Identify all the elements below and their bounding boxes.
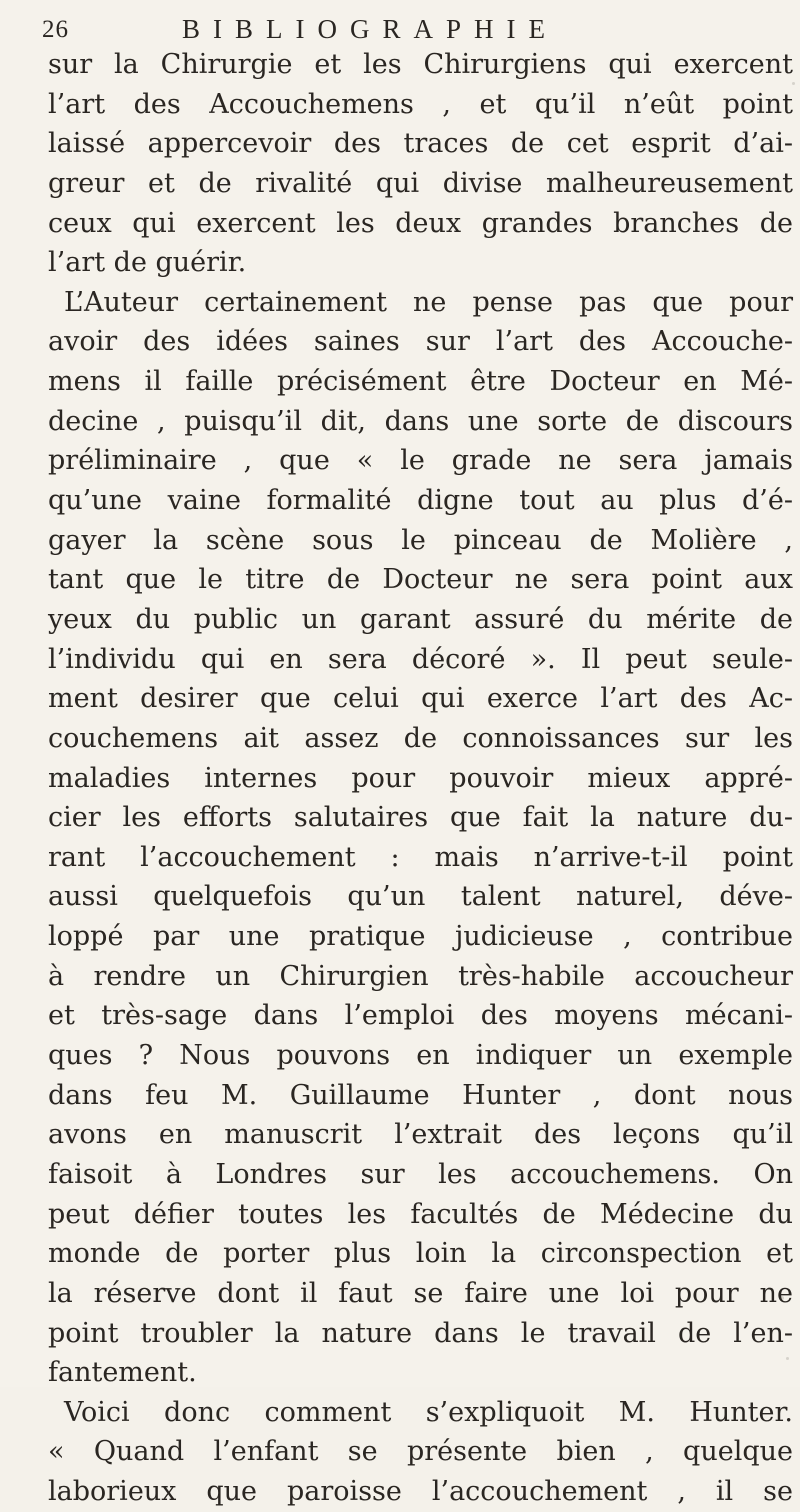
text-line: l’art des Accouchemens , et qu’il n’eût point — [48, 88, 793, 120]
text-line: laissé appercevoir des traces de cet esprit d’ai- — [48, 128, 793, 160]
text-line: maladies internes pour pouvoir mieux appré- — [48, 762, 793, 794]
text-line: dans feu M. Guillaume Hunter , dont nous — [48, 1079, 793, 1111]
text-line: à rendre un Chirurgien très-habile accoucheur — [48, 960, 793, 992]
text-line: qu’une vaine formalité digne tout au plus d’é- — [48, 485, 793, 517]
text-line: la réserve dont il faut se faire une loi pour ne — [48, 1277, 793, 1309]
paper-speck — [780, 1296, 784, 1300]
text-line: point troubler la nature dans le travail de l’en- — [48, 1317, 793, 1349]
text-line: laborieux que paroisse l’accouchement , il se — [48, 1476, 793, 1508]
text-line: decine , puisqu’il dit, dans une sorte de discours — [48, 405, 793, 437]
text-line: fantement. — [48, 1357, 197, 1389]
text-line: greur et de rivalité qui divise malheureusement — [48, 167, 793, 199]
text-line: faisoit à Londres sur les accouchemens. On — [48, 1158, 793, 1190]
text-line: « Quand l’enfant se présente bien , quelque — [48, 1436, 793, 1468]
text-line: loppé par une pratique judicieuse , contribue — [48, 921, 793, 953]
text-line: ment desirer que celui qui exerce l’art des Ac- — [48, 683, 793, 715]
text-line: cier les efforts salutaires que fait la nature du- — [48, 802, 793, 834]
text-line: ceux qui exercent les deux grandes branches de — [48, 207, 793, 239]
text-line: aussi quelquefois qu’un talent naturel, déve- — [48, 881, 793, 913]
text-line: peut défier toutes les facultés de Médecine du — [48, 1198, 793, 1230]
text-line: monde de porter plus loin la circonspection et — [48, 1238, 793, 1270]
text-line: couchemens ait assez de connoissances sur les — [48, 722, 793, 754]
body-text — [48, 45, 793, 1512]
text-line: L’Auteur certainement ne pense pas que pour — [64, 286, 793, 318]
text-line: avons en manuscrit l’extrait des leçons qu’il — [48, 1119, 793, 1151]
paper-speck — [792, 82, 795, 85]
text-line: gayer la scène sous le pinceau de Molière , — [48, 524, 793, 556]
text-line: et très-sage dans l’emploi des moyens mécani- — [48, 1000, 793, 1032]
text-line: tant que le titre de Docteur ne sera point aux — [48, 564, 793, 596]
text-line: mens il faille précisément être Docteur en Mé- — [48, 366, 793, 398]
running-head: BIBLIOGRAPHIE — [182, 14, 558, 44]
text-line: Voici donc comment s’expliquoit M. Hunter. — [64, 1396, 793, 1428]
text-line: rant l’accouchement : mais n’arrive-t-il point — [48, 841, 793, 873]
text-line: sur la Chirurgie et les Chirurgiens qui exercent — [48, 49, 793, 80]
text-line: avoir des idées saines sur l’art des Accouche- — [48, 326, 793, 358]
text-line: ques ? Nous pouvons en indiquer un exemple — [48, 1040, 793, 1072]
text-line: yeux du public un garant assuré du mérite de — [48, 603, 793, 635]
text-line: l’art de guérir. — [48, 247, 247, 279]
page-number: 26 — [42, 16, 69, 43]
paper-speck — [786, 1357, 789, 1360]
text-line: l’individu qui en sera décoré ». Il peut seule- — [48, 643, 793, 675]
page-header — [42, 14, 772, 48]
text-line: préliminaire , que « le grade ne sera jamais — [48, 445, 793, 477]
